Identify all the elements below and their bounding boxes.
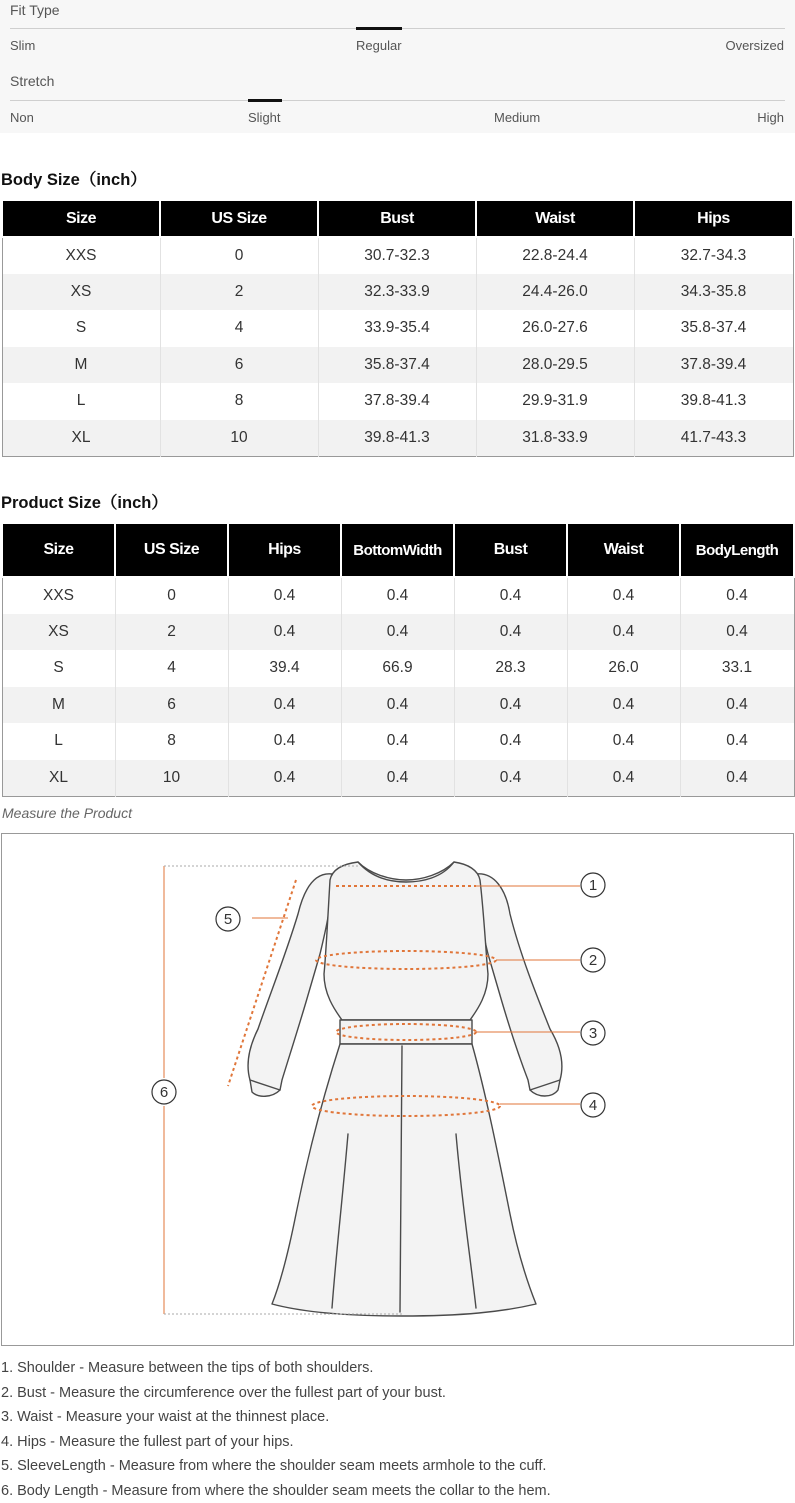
marker-1: 1 — [589, 877, 597, 894]
note-hips: 4. Hips - Measure the fullest part of your hips. — [1, 1430, 791, 1455]
table-row — [2, 614, 794, 651]
table-cell: 26.0 — [567, 650, 680, 687]
table-cell: 28.0-29.5 — [476, 347, 634, 384]
table-cell: 41.7-43.3 — [634, 420, 793, 457]
body-size-table — [1, 199, 794, 457]
note-sleeve-length: 5. SleeveLength - Measure from where the shoulder seam meets armhole to the cuff. — [1, 1454, 791, 1479]
table-cell: 0.4 — [680, 723, 794, 760]
marker-2: 2 — [589, 952, 597, 969]
table-cell: S — [2, 310, 160, 347]
table-row — [2, 237, 793, 274]
table-cell: M — [2, 347, 160, 384]
table-cell: L — [2, 723, 115, 760]
body-header-hips: Hips — [634, 200, 793, 237]
table-cell: XL — [2, 760, 115, 797]
stretch-label-high: High — [757, 110, 784, 125]
table-cell: 0.4 — [228, 760, 341, 797]
stretch-label-non: Non — [10, 110, 34, 125]
product-header-bust: Bust — [454, 523, 567, 577]
marker-6: 6 — [160, 1084, 168, 1101]
body-header-size: Size — [2, 200, 160, 237]
table-cell: 10 — [160, 420, 318, 457]
table-cell: M — [2, 687, 115, 724]
table-cell: 4 — [115, 650, 228, 687]
table-cell: 0.4 — [341, 723, 454, 760]
table-cell: 6 — [160, 347, 318, 384]
table-row — [2, 650, 794, 687]
table-cell: 0.4 — [680, 687, 794, 724]
table-cell: 35.8-37.4 — [634, 310, 793, 347]
table-cell: 39.8-41.3 — [634, 383, 793, 420]
table-cell: 2 — [115, 614, 228, 651]
table-cell: 0.4 — [567, 614, 680, 651]
table-row — [2, 383, 793, 420]
table-cell: 0.4 — [454, 723, 567, 760]
product-header-waist: Waist — [567, 523, 680, 577]
table-cell: XS — [2, 274, 160, 311]
table-cell: 0.4 — [341, 577, 454, 614]
table-cell: 24.4-26.0 — [476, 274, 634, 311]
table-row — [2, 723, 794, 760]
table-cell: 0.4 — [228, 614, 341, 651]
table-row — [2, 577, 794, 614]
note-body-length: 6. Body Length - Measure from where the shoulder seam meets the collar to the hem. — [1, 1479, 791, 1503]
stretch-title: Stretch — [10, 73, 54, 89]
dress-outline — [248, 862, 562, 1316]
table-cell: 35.8-37.4 — [318, 347, 476, 384]
fit-label-oversized: Oversized — [725, 38, 784, 53]
table-cell: 39.4 — [228, 650, 341, 687]
marker-4: 4 — [589, 1097, 597, 1114]
stretch-label-slight: Slight — [248, 110, 281, 125]
product-size-title: Product Size（inch） — [1, 489, 168, 513]
table-cell: 34.3-35.8 — [634, 274, 793, 311]
product-header-bottom-width: BottomWidth — [341, 523, 454, 577]
table-cell: 0.4 — [341, 760, 454, 797]
dress-diagram-icon — [2, 834, 793, 1345]
measurement-notes — [1, 1356, 791, 1503]
table-row — [2, 760, 794, 797]
table-cell: 0.4 — [228, 723, 341, 760]
table-cell: 0.4 — [454, 687, 567, 724]
stretch-label-medium: Medium — [494, 110, 540, 125]
table-cell: 0.4 — [341, 614, 454, 651]
table-cell: XL — [2, 420, 160, 457]
table-cell: 0.4 — [567, 723, 680, 760]
table-cell: 0 — [115, 577, 228, 614]
note-bust: 2. Bust - Measure the circumference over the fullest part of your bust. — [1, 1381, 791, 1406]
table-row — [2, 420, 793, 457]
table-cell: 0.4 — [454, 760, 567, 797]
table-cell: 66.9 — [341, 650, 454, 687]
body-size-header-row — [2, 200, 793, 237]
fit-panel — [0, 0, 795, 133]
table-cell: 0.4 — [567, 687, 680, 724]
table-cell: 2 — [160, 274, 318, 311]
table-cell: XS — [2, 614, 115, 651]
table-cell: 31.8-33.9 — [476, 420, 634, 457]
table-cell: 26.0-27.6 — [476, 310, 634, 347]
table-cell: 39.8-41.3 — [318, 420, 476, 457]
table-cell: 8 — [115, 723, 228, 760]
table-cell: 22.8-24.4 — [476, 237, 634, 274]
table-cell: 37.8-39.4 — [634, 347, 793, 384]
table-cell: XXS — [2, 237, 160, 274]
fit-type-marker — [356, 27, 402, 30]
body-header-waist: Waist — [476, 200, 634, 237]
marker-3: 3 — [589, 1025, 597, 1042]
fit-label-slim: Slim — [10, 38, 35, 53]
table-cell: 8 — [160, 383, 318, 420]
note-shoulder: 1. Shoulder - Measure between the tips of both shoulders. — [1, 1356, 791, 1381]
product-header-size: Size — [2, 523, 115, 577]
table-cell: 32.3-33.9 — [318, 274, 476, 311]
table-row — [2, 274, 793, 311]
table-cell: 0.4 — [228, 687, 341, 724]
table-cell: 0.4 — [341, 687, 454, 724]
body-header-bust: Bust — [318, 200, 476, 237]
table-row — [2, 687, 794, 724]
table-cell: 4 — [160, 310, 318, 347]
table-cell: 28.3 — [454, 650, 567, 687]
table-cell: 0.4 — [454, 614, 567, 651]
table-cell: 33.1 — [680, 650, 794, 687]
marker-5: 5 — [224, 911, 232, 928]
table-cell: L — [2, 383, 160, 420]
table-row — [2, 347, 793, 384]
table-row — [2, 310, 793, 347]
note-waist: 3. Waist - Measure your waist at the thinnest place. — [1, 1405, 791, 1430]
table-cell: 30.7-32.3 — [318, 237, 476, 274]
table-cell: 29.9-31.9 — [476, 383, 634, 420]
table-cell: 33.9-35.4 — [318, 310, 476, 347]
table-cell: 0.4 — [680, 614, 794, 651]
table-cell: 6 — [115, 687, 228, 724]
body-header-us-size: US Size — [160, 200, 318, 237]
table-cell: 37.8-39.4 — [318, 383, 476, 420]
product-size-table — [1, 522, 795, 797]
product-header-us-size: US Size — [115, 523, 228, 577]
table-cell: S — [2, 650, 115, 687]
product-header-hips: Hips — [228, 523, 341, 577]
table-cell: 32.7-34.3 — [634, 237, 793, 274]
dress-diagram-box — [1, 833, 794, 1346]
table-cell: 0.4 — [567, 577, 680, 614]
table-cell: 0 — [160, 237, 318, 274]
fit-type-title: Fit Type — [10, 2, 60, 18]
table-cell: 10 — [115, 760, 228, 797]
table-cell: 0.4 — [454, 577, 567, 614]
table-cell: XXS — [2, 577, 115, 614]
fit-label-regular: Regular — [356, 38, 402, 53]
measure-caption: Measure the Product — [2, 805, 132, 821]
product-header-body-length: BodyLength — [680, 523, 794, 577]
table-cell: 0.4 — [567, 760, 680, 797]
product-size-header-row — [2, 523, 794, 577]
table-cell: 0.4 — [228, 577, 341, 614]
table-cell: 0.4 — [680, 577, 794, 614]
body-size-title: Body Size（inch） — [1, 166, 147, 190]
stretch-track — [10, 100, 785, 101]
table-cell: 0.4 — [680, 760, 794, 797]
stretch-marker — [248, 99, 282, 102]
